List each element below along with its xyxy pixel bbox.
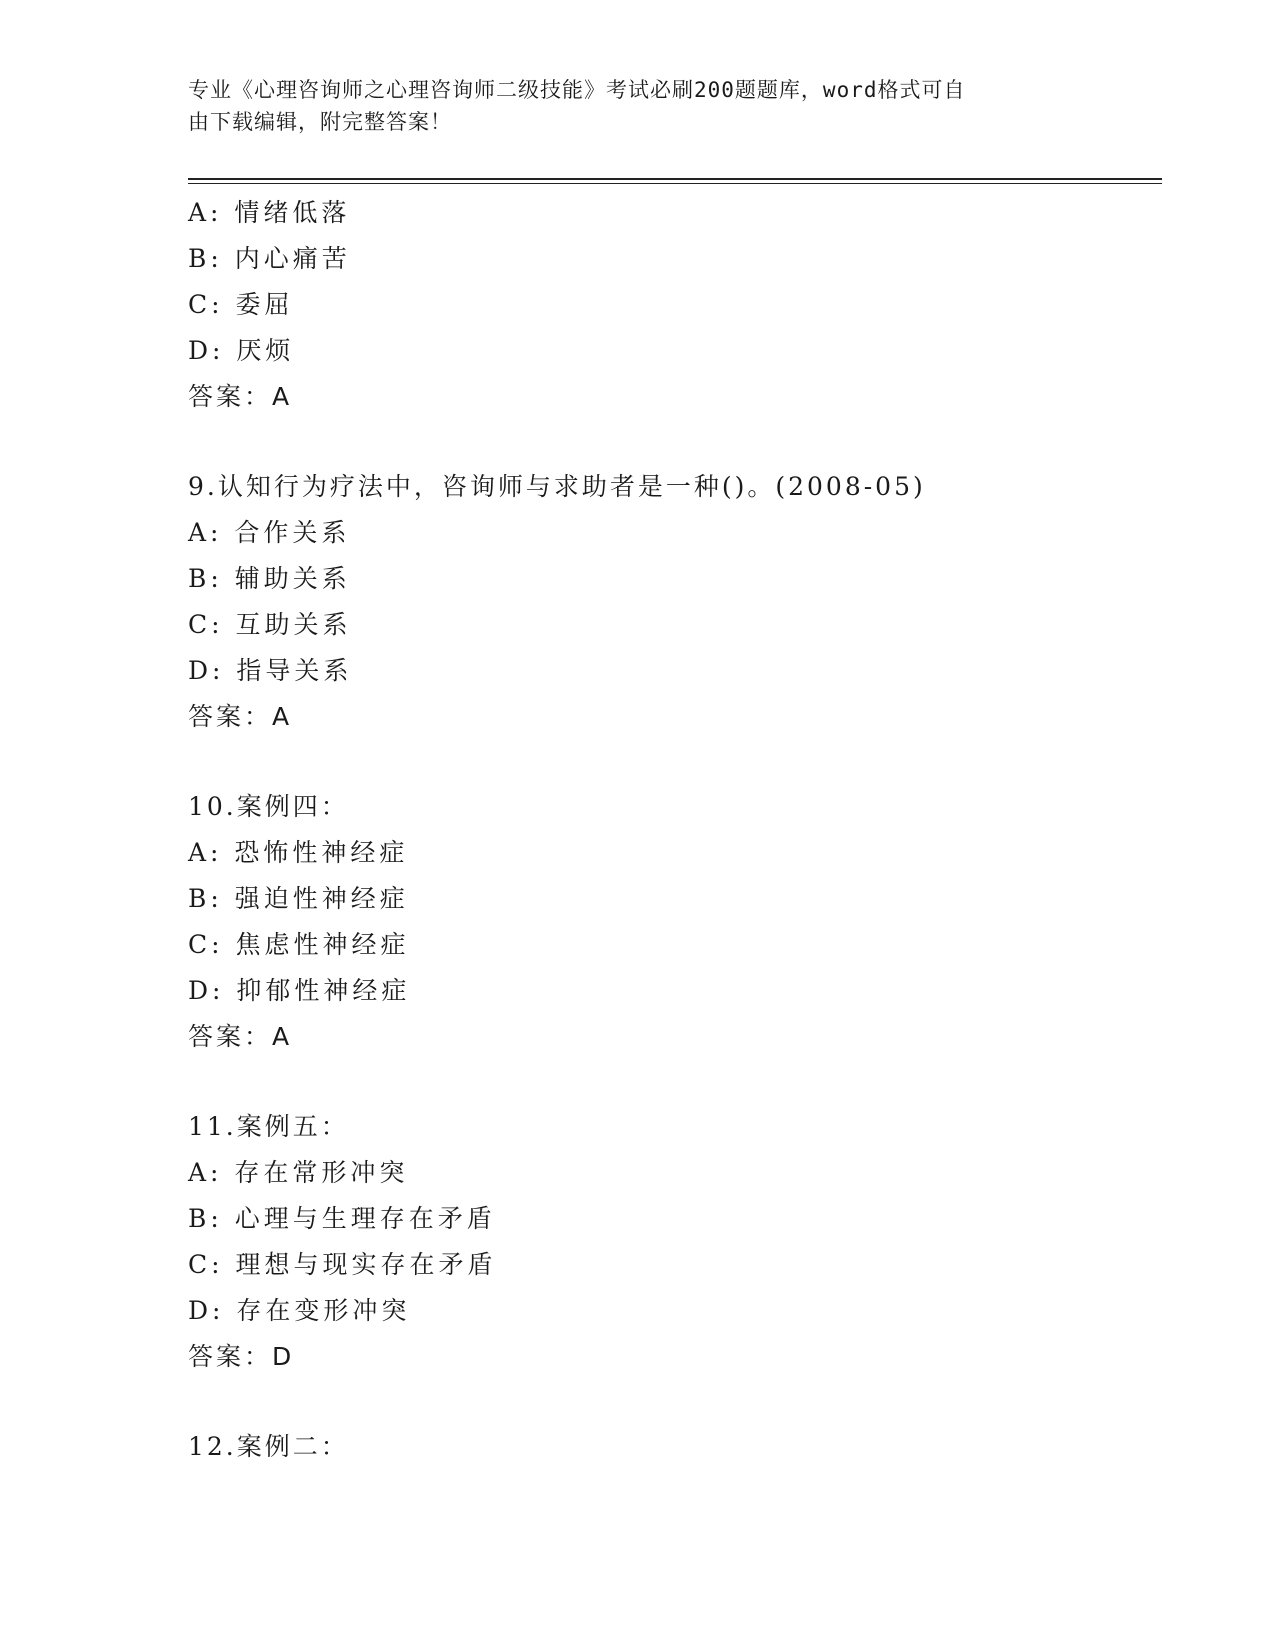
question-block	[188, 1104, 1148, 1380]
option-a: A: 存在常形冲突	[188, 1158, 409, 1187]
option-b: B: 强迫性神经症	[188, 884, 409, 913]
question-list	[188, 190, 1148, 1470]
option-b: B: 内心痛苦	[188, 244, 351, 273]
question-block	[188, 190, 1148, 420]
option-c: C: 委屈	[188, 290, 294, 319]
question-text: 10.案例四：	[188, 792, 349, 821]
answer-line: 答案：A	[188, 702, 293, 731]
question-block	[188, 464, 1148, 740]
option-d: D: 厌烦	[188, 336, 295, 365]
header-divider-thick	[188, 178, 1162, 180]
answer-line: 答案：A	[188, 1022, 293, 1051]
question-text: 12.案例二：	[188, 1432, 349, 1461]
option-d: D: 指导关系	[188, 656, 353, 685]
option-d: D: 存在变形冲突	[188, 1296, 411, 1325]
question-block	[188, 1424, 1148, 1470]
question-block	[188, 784, 1148, 1060]
question-text: 11.案例五：	[188, 1112, 349, 1141]
option-d: D: 抑郁性神经症	[188, 976, 411, 1005]
header-divider-thin	[188, 183, 1162, 184]
spacer	[188, 1380, 1148, 1424]
header-title-line-2: 由下载编辑，附完整答案！	[188, 110, 452, 134]
header-title-line-1: 专业《心理咨询师之心理咨询师二级技能》考试必刷200题题库，word格式可自	[188, 78, 966, 102]
option-b: B: 心理与生理存在矛盾	[188, 1204, 496, 1233]
option-a: A: 情绪低落	[188, 198, 351, 227]
answer-line: 答案：D	[188, 1342, 295, 1371]
document-header	[188, 74, 1068, 138]
option-c: C: 焦虑性神经症	[188, 930, 410, 959]
answer-line: 答案：A	[188, 382, 293, 411]
spacer	[188, 740, 1148, 784]
spacer	[188, 1060, 1148, 1104]
option-c: C: 互助关系	[188, 610, 352, 639]
option-a: A: 恐怖性神经症	[188, 838, 409, 867]
question-text: 9.认知行为疗法中，咨询师与求助者是一种()。(2008-05)	[188, 472, 926, 501]
option-b: B: 辅助关系	[188, 564, 351, 593]
spacer	[188, 420, 1148, 464]
option-a: A: 合作关系	[188, 518, 351, 547]
option-c: C: 理想与现实存在矛盾	[188, 1250, 497, 1279]
